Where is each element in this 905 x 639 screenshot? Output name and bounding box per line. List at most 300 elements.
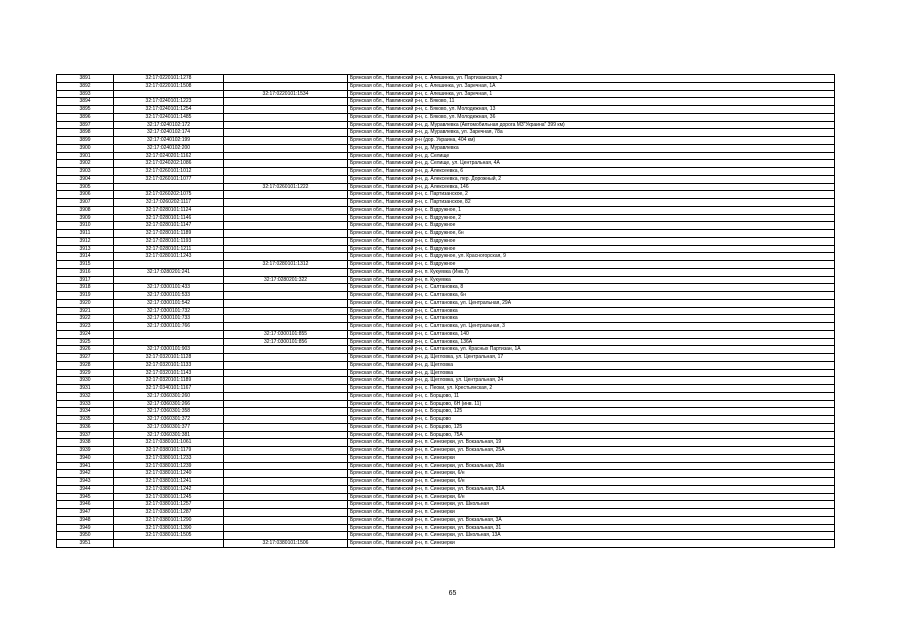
row-number: 3900 [57, 144, 114, 152]
row-number: 3944 [57, 485, 114, 493]
cadastral-number-alt [224, 168, 348, 176]
cadastral-number-alt: 32:17:0280101:1312 [224, 261, 348, 269]
table-row [57, 478, 835, 486]
address: Брянская обл., Навлинский р-н, с. Салтановка, 140 [348, 330, 835, 338]
cadastral-number: 32:17:0320101:1143 [114, 369, 224, 377]
cadastral-number-alt [224, 485, 348, 493]
table-row [57, 307, 835, 315]
address: Брянская обл., Навлинский р-н, с. Вздружное, 2 [348, 214, 835, 222]
cadastral-number-alt [224, 230, 348, 238]
table-row [57, 439, 835, 447]
cadastral-number-alt [224, 206, 348, 214]
table-row [57, 268, 835, 276]
cadastral-number-alt [224, 292, 348, 300]
row-number: 3948 [57, 516, 114, 524]
cadastral-number-alt [224, 501, 348, 509]
row-number: 3920 [57, 299, 114, 307]
address: Брянская обл., Навлинский р-н, п. Синезерки, ул. Вокзальная, 25А [348, 447, 835, 455]
address: Брянская обл., Навлинский р-н, п. Кукуевка [348, 276, 835, 284]
table-row [57, 423, 835, 431]
row-number: 3947 [57, 509, 114, 517]
row-number: 3917 [57, 276, 114, 284]
table-row [57, 276, 835, 284]
address: Брянская обл., Навлинский р-н, п. Синезерки, ул. Вокзальная, 31 [348, 524, 835, 532]
cadastral-number: 32:17:0380101:1240 [114, 470, 224, 478]
cadastral-number-alt [224, 361, 348, 369]
table-row [57, 292, 835, 300]
address: Брянская обл., Навлинский р-н, п. Синезерки [348, 540, 835, 548]
address: Брянская обл., Навлинский р-н, п. Синезерки, ул. Вокзальная, 31А [348, 485, 835, 493]
address: Брянская обл., Навлинский р-н, с. Салтановка, 6н [348, 292, 835, 300]
table-row [57, 137, 835, 145]
row-number: 3906 [57, 191, 114, 199]
address: Брянская обл., Навлинский р-н, д. Алексеевка, пер. Дорожный, 2 [348, 175, 835, 183]
cadastral-number-alt [224, 75, 348, 83]
cadastral-number-alt [224, 284, 348, 292]
cadastral-number-alt [224, 237, 348, 245]
row-number: 3937 [57, 431, 114, 439]
address: Брянская обл., Навлинский р-н, с. Салтановка, ул. Центральная, 29А [348, 299, 835, 307]
row-number: 3923 [57, 323, 114, 331]
row-number: 3950 [57, 532, 114, 540]
cadastral-number: 32:17:0360301:377 [114, 423, 224, 431]
table-row [57, 470, 835, 478]
row-number: 3918 [57, 284, 114, 292]
cadastral-number: 32:17:0360301:358 [114, 408, 224, 416]
table-row [57, 230, 835, 238]
cadastral-number: 32:17:0380101:1239 [114, 462, 224, 470]
address: Брянская обл., Навлинский р-н, с. Алешинка, ул. Заречная, 1 [348, 90, 835, 98]
table-row [57, 377, 835, 385]
cadastral-number: 32:17:0380101:1505 [114, 532, 224, 540]
cadastral-number: 32:17:0380101:1241 [114, 478, 224, 486]
address: Брянская обл., Навлинский р-н, с. Вздружное [348, 261, 835, 269]
cadastral-number: 32:17:0380101:1390 [114, 524, 224, 532]
address: Брянская обл., Навлинский р-н, с. Вздружное [348, 237, 835, 245]
cadastral-number: 32:17:0320101:1128 [114, 354, 224, 362]
row-number: 3897 [57, 121, 114, 129]
cadastral-number: 32:17:0260202:1117 [114, 199, 224, 207]
table-row [57, 323, 835, 331]
row-number: 3946 [57, 501, 114, 509]
row-number: 3915 [57, 261, 114, 269]
address: Брянская обл., Навлинский р-н, д. Щегловка [348, 369, 835, 377]
table-row [57, 431, 835, 439]
cadastral-number-alt [224, 253, 348, 261]
cadastral-number-alt: 32:17:0220101:1534 [224, 90, 348, 98]
cadastral-number-alt [224, 137, 348, 145]
row-number: 3935 [57, 416, 114, 424]
cadastral-number: 32:17:0380101:1257 [114, 501, 224, 509]
cadastral-number-alt: 32:17:0260101:1222 [224, 183, 348, 191]
row-number: 3899 [57, 137, 114, 145]
table-row [57, 222, 835, 230]
cadastral-number: 32:17:0380101:1233 [114, 454, 224, 462]
cadastral-number-alt [224, 222, 348, 230]
address: Брянская обл., Навлинский р-н, с. Вздружное [348, 222, 835, 230]
page-number: 65 [448, 590, 457, 597]
cadastral-number-alt [224, 191, 348, 199]
address: Брянская обл., Навлинский р-н, с. Борщово, 125 [348, 423, 835, 431]
cadastral-number-alt [224, 354, 348, 362]
row-number: 3910 [57, 222, 114, 230]
row-number: 3921 [57, 307, 114, 315]
row-number: 3901 [57, 152, 114, 160]
address: Брянская обл., Навлинский р-н, с. Борщово, 125 [348, 408, 835, 416]
address: Брянская обл., Навлинский р-н, п. Синезерки, ул. Школьная, 13А [348, 532, 835, 540]
address: Брянская обл., Навлинский р-н, д. Щегловка, ул. Центральная, 17 [348, 354, 835, 362]
cadastral-number: 32:17:0300101:766 [114, 323, 224, 331]
row-number: 3936 [57, 423, 114, 431]
cadastral-number: 32:17:0280101:1189 [114, 230, 224, 238]
table-row [57, 75, 835, 83]
cadastral-number-alt [224, 470, 348, 478]
cadastral-number: 32:17:0300101:433 [114, 284, 224, 292]
row-number: 3926 [57, 346, 114, 354]
table-row [57, 152, 835, 160]
cadastral-number-alt [224, 392, 348, 400]
address: Брянская обл., Навлинский р-н, с. Партизанское, 82 [348, 199, 835, 207]
cadastral-number: 32:17:0280101:1124 [114, 206, 224, 214]
cadastral-number-alt [224, 532, 348, 540]
table-row [57, 540, 835, 548]
cadastral-number-alt [224, 214, 348, 222]
row-number: 3894 [57, 98, 114, 106]
table-row [57, 82, 835, 90]
table-row [57, 361, 835, 369]
table-row [57, 284, 835, 292]
cadastral-number: 32:17:0300101:903 [114, 346, 224, 354]
row-number: 3892 [57, 82, 114, 90]
cadastral-number-alt [224, 307, 348, 315]
cadastral-number-alt [224, 439, 348, 447]
table-body [57, 75, 835, 548]
address: Брянская обл., Навлинский р-н, с. Вздружное [348, 245, 835, 253]
cadastral-number [114, 261, 224, 269]
cadastral-number: 32:17:0240202:1086 [114, 160, 224, 168]
address: Брянская обл., Навлинский р-н, с. Алешинка, ул. Партизанская, 2 [348, 75, 835, 83]
cadastral-number [114, 540, 224, 548]
row-number: 3893 [57, 90, 114, 98]
table-row [57, 98, 835, 106]
cadastral-number: 32:17:0260101:1077 [114, 175, 224, 183]
table-row [57, 416, 835, 424]
cadastral-number: 32:17:0240101:1223 [114, 98, 224, 106]
address: Брянская обл., Навлинский р-н, с. Вздружное, 6н [348, 230, 835, 238]
cadastral-number-alt [224, 144, 348, 152]
table-row [57, 369, 835, 377]
cadastral-number-alt [224, 199, 348, 207]
cadastral-number: 32:17:0360301:260 [114, 392, 224, 400]
row-number: 3942 [57, 470, 114, 478]
cadastral-number-alt: 32:17:0300101:855 [224, 330, 348, 338]
address: Брянская обл., Навлинский р-н, п. Кукуевка (Инв.7) [348, 268, 835, 276]
row-number: 3924 [57, 330, 114, 338]
cadastral-number: 32:17:0240201:1162 [114, 152, 224, 160]
cadastral-number [114, 183, 224, 191]
row-number: 3904 [57, 175, 114, 183]
table-row [57, 113, 835, 121]
cadastral-number: 32:17:0340101:1167 [114, 385, 224, 393]
row-number: 3912 [57, 237, 114, 245]
cadastral-number-alt: 32:17:0380101:1506 [224, 540, 348, 548]
table-row [57, 462, 835, 470]
cadastral-number: 32:17:0360301:372 [114, 416, 224, 424]
cadastral-number [114, 338, 224, 346]
cadastral-number-alt [224, 447, 348, 455]
cadastral-number-alt [224, 268, 348, 276]
cadastral-number: 32:17:0300101:732 [114, 307, 224, 315]
cadastral-number-alt [224, 509, 348, 517]
row-number: 3905 [57, 183, 114, 191]
table-row [57, 106, 835, 114]
cadastral-number: 32:17:0240101:1485 [114, 113, 224, 121]
address: Брянская обл., Навлинский р-н, с. Салтановка, 8 [348, 284, 835, 292]
cadastral-number: 32:17:0300101:733 [114, 315, 224, 323]
row-number: 3909 [57, 214, 114, 222]
table-row [57, 346, 835, 354]
table-row [57, 144, 835, 152]
cadastral-number-alt [224, 493, 348, 501]
cadastral-number: 32:17:0360301:381 [114, 431, 224, 439]
cadastral-number [114, 330, 224, 338]
cadastral-number-alt [224, 478, 348, 486]
row-number: 3940 [57, 454, 114, 462]
cadastral-number-alt [224, 400, 348, 408]
cadastral-number-alt [224, 245, 348, 253]
address: Брянская обл., Навлинский р-н, с. Партизанское, 2 [348, 191, 835, 199]
address: Брянская обл., Навлинский р-н, д. Щегловка, ул. Центральная, 24 [348, 377, 835, 385]
table-row [57, 354, 835, 362]
cadastral-number-alt [224, 524, 348, 532]
cadastral-number: 32:17:0280101:1146 [114, 214, 224, 222]
table-row [57, 524, 835, 532]
row-number: 3916 [57, 268, 114, 276]
table-row [57, 501, 835, 509]
address: Брянская обл., Навлинский р-н, с. Борщово, 6Н (инв. 11) [348, 400, 835, 408]
cadastral-number: 32:17:0280201:241 [114, 268, 224, 276]
row-number: 3938 [57, 439, 114, 447]
cadastral-number: 32:17:0280101:1147 [114, 222, 224, 230]
cadastral-number-alt [224, 98, 348, 106]
row-number: 3922 [57, 315, 114, 323]
cadastral-number-alt [224, 454, 348, 462]
table-row [57, 261, 835, 269]
row-number: 3932 [57, 392, 114, 400]
row-number: 3931 [57, 385, 114, 393]
address: Брянская обл., Навлинский р-н, д. Муравлевка [348, 144, 835, 152]
table-row [57, 253, 835, 261]
cadastral-number-alt: 32:17:0280201:322 [224, 276, 348, 284]
cadastral-number-alt [224, 299, 348, 307]
row-number: 3908 [57, 206, 114, 214]
cadastral-number-alt [224, 129, 348, 137]
row-number: 3933 [57, 400, 114, 408]
row-number: 3927 [57, 354, 114, 362]
table-row [57, 191, 835, 199]
row-number: 3934 [57, 408, 114, 416]
address: Брянская обл., Навлинский р-н, п. Синезерки, ул. Вокзальная, 3А [348, 516, 835, 524]
row-number: 3929 [57, 369, 114, 377]
address: Брянская обл., Навлинский р-н, с. Салтановка [348, 315, 835, 323]
cadastral-number: 32:17:0280101:1243 [114, 253, 224, 261]
cadastral-number: 32:17:0380101:1179 [114, 447, 224, 455]
address: Брянская обл., Навлинский р-н, с. Бяково, ул. Молодежная, 13 [348, 106, 835, 114]
cadastral-number-alt [224, 462, 348, 470]
cadastral-number: 32:17:0320101:1189 [114, 377, 224, 385]
table-row [57, 400, 835, 408]
row-number: 3930 [57, 377, 114, 385]
address: Брянская обл., Навлинский р-н, д. Алексеевка, 146 [348, 183, 835, 191]
address: Брянская обл., Навлинский р-н (дор. Украина, 404 км) [348, 137, 835, 145]
address: Брянская обл., Навлинский р-н, д. Щегловка [348, 361, 835, 369]
table-row [57, 183, 835, 191]
row-number: 3919 [57, 292, 114, 300]
address: Брянская обл., Навлинский р-н, д. Муравлевка, ул. Заречная, 78а [348, 129, 835, 137]
table-row [57, 532, 835, 540]
table-row [57, 214, 835, 222]
row-number: 3891 [57, 75, 114, 83]
table-row [57, 330, 835, 338]
row-number: 3911 [57, 230, 114, 238]
cadastral-number-alt [224, 152, 348, 160]
cadastral-number: 32:17:0240102:174 [114, 129, 224, 137]
cadastral-number: 32:17:0380101:1242 [114, 485, 224, 493]
address: Брянская обл., Навлинский р-н, с. Бяково, ул. Молодежная, 36 [348, 113, 835, 121]
table-row [57, 315, 835, 323]
cadastral-number [114, 90, 224, 98]
address: Брянская обл., Навлинский р-н, с. Борщово [348, 416, 835, 424]
address: Брянская обл., Навлинский р-н, п. Синезерки, 6/н [348, 493, 835, 501]
cadastral-number: 32:17:0240102:199 [114, 137, 224, 145]
cadastral-number: 32:17:0300101:542 [114, 299, 224, 307]
cadastral-number: 32:17:0300101:533 [114, 292, 224, 300]
cadastral-number: 32:17:0260101:1012 [114, 168, 224, 176]
table-row [57, 160, 835, 168]
cadastral-number-alt [224, 431, 348, 439]
address: Брянская обл., Навлинский р-н, п. Синезерки, ул. Вокзальная, 19 [348, 439, 835, 447]
cadastral-number: 32:17:0260202:1075 [114, 191, 224, 199]
address: Брянская обл., Навлинский р-н, д. Алексеевка, 6 [348, 168, 835, 176]
row-number: 3896 [57, 113, 114, 121]
cadastral-number-alt [224, 346, 348, 354]
cadastral-number: 32:17:0380101:1061 [114, 439, 224, 447]
address: Брянская обл., Навлинский р-н, с. Вздружное, ул. Красногорская, 9 [348, 253, 835, 261]
table-row [57, 338, 835, 346]
address: Брянская обл., Навлинский р-н, с. Пеоки, ул. Крестьянская, 2 [348, 385, 835, 393]
cadastral-number-alt [224, 369, 348, 377]
table-row [57, 385, 835, 393]
cadastral-number-alt [224, 106, 348, 114]
address: Брянская обл., Навлинский р-н, д. Муравлевка (Автомобильная дорога М3"Украина" 399 км) [348, 121, 835, 129]
table-row [57, 392, 835, 400]
cadastral-number: 32:17:0240101:1254 [114, 106, 224, 114]
cadastral-number: 32:17:0280101:1193 [114, 237, 224, 245]
cadastral-number-alt [224, 408, 348, 416]
cadastral-number-alt [224, 323, 348, 331]
row-number: 3949 [57, 524, 114, 532]
address: Брянская обл., Навлинский р-н, п. Синезерки, 6/н [348, 470, 835, 478]
table-row [57, 129, 835, 137]
address: Брянская обл., Навлинский р-н, п. Синезерки, ул. Вокзальная, 28а [348, 462, 835, 470]
cadastral-number-alt [224, 385, 348, 393]
address: Брянская обл., Навлинский р-н, п. Синезерки [348, 509, 835, 517]
cadastral-number: 32:17:0240102:172 [114, 121, 224, 129]
address: Брянская обл., Навлинский р-н, с. Салтановка, ул. Центральная, 3 [348, 323, 835, 331]
cadastral-number-alt [224, 175, 348, 183]
row-number: 3943 [57, 478, 114, 486]
address: Брянская обл., Навлинский р-н, с. Салтановка, ул. Красных Партизан, 1А [348, 346, 835, 354]
table-row [57, 206, 835, 214]
table-row [57, 168, 835, 176]
cadastral-number: 32:17:0380101:1287 [114, 509, 224, 517]
address: Брянская обл., Навлинский р-н, д. Селище, ул. Центральная, 4А [348, 160, 835, 168]
table-row [57, 121, 835, 129]
cadastral-number-alt [224, 113, 348, 121]
row-number: 3939 [57, 447, 114, 455]
cadastral-number-alt [224, 377, 348, 385]
cadastral-number: 32:17:0220101:1508 [114, 82, 224, 90]
cadastral-number-alt [224, 121, 348, 129]
cadastral-number [114, 276, 224, 284]
cadastral-number: 32:17:0240102:200 [114, 144, 224, 152]
cadastral-number: 32:17:0380101:1290 [114, 516, 224, 524]
row-number: 3951 [57, 540, 114, 548]
table-row [57, 237, 835, 245]
address: Брянская обл., Навлинский р-н, с. Бяково, 11 [348, 98, 835, 106]
address: Брянская обл., Навлинский р-н, п. Синезерки, 6/н [348, 478, 835, 486]
address: Брянская обл., Навлинский р-н, п. Синезерки, ул. Школьная [348, 501, 835, 509]
row-number: 3945 [57, 493, 114, 501]
row-number: 3895 [57, 106, 114, 114]
cadastral-number-alt [224, 416, 348, 424]
table-row [57, 408, 835, 416]
row-number: 3913 [57, 245, 114, 253]
cadastral-number: 32:17:0220101:1278 [114, 75, 224, 83]
table-row [57, 447, 835, 455]
cadastral-number: 32:17:0360301:266 [114, 400, 224, 408]
cadastral-number: 32:17:0280101:1211 [114, 245, 224, 253]
row-number: 3941 [57, 462, 114, 470]
cadastral-number-alt [224, 160, 348, 168]
row-number: 3914 [57, 253, 114, 261]
address: Брянская обл., Навлинский р-н, с. Борщово, 11 [348, 392, 835, 400]
row-number: 3907 [57, 199, 114, 207]
cadastral-number-alt [224, 315, 348, 323]
cadastral-number: 32:17:0320101:1133 [114, 361, 224, 369]
cadastral-number-alt: 32:17:0300101:856 [224, 338, 348, 346]
address: Брянская обл., Навлинский р-н, с. Алешинка, ул. Заречная, 1А [348, 82, 835, 90]
table-row [57, 90, 835, 98]
cadastral-number: 32:17:0380101:1245 [114, 493, 224, 501]
cadastral-number-alt [224, 423, 348, 431]
table-row [57, 485, 835, 493]
table-row [57, 516, 835, 524]
cadastral-number-alt [224, 516, 348, 524]
address: Брянская обл., Навлинский р-н, с. Салтановка [348, 307, 835, 315]
table-row [57, 493, 835, 501]
address: Брянская обл., Навлинский р-н, с. Вздружное, 1 [348, 206, 835, 214]
row-number: 3928 [57, 361, 114, 369]
table-row [57, 454, 835, 462]
row-number: 3903 [57, 168, 114, 176]
table-row [57, 175, 835, 183]
table-row [57, 199, 835, 207]
table-row [57, 299, 835, 307]
address: Брянская обл., Навлинский р-н, п. Синезерки [348, 454, 835, 462]
address: Брянская обл., Навлинский р-н, д. Селище [348, 152, 835, 160]
address: Брянская обл., Навлинский р-н, с. Борщово, 75А [348, 431, 835, 439]
